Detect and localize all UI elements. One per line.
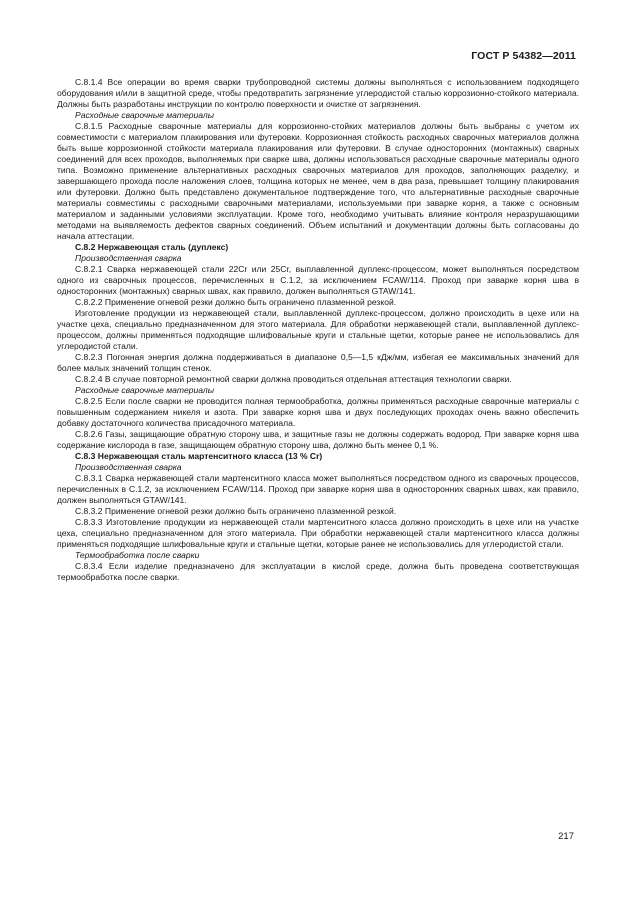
- subsection-title: Производственная сварка: [75, 253, 182, 263]
- paragraph: С.8.2.2 Применение огневой резки должно быть ограничено плазменной резкой.: [75, 297, 397, 307]
- subsection-title: Расходные сварочные материалы: [75, 110, 215, 120]
- paragraph: С.8.2.5 Если после сварки не проводится полная термообработка, должны применяться расходные сварочные материалы с повышенным содержанием никеля и азота. При заварке корня шва и двух последующих проходах очень важно обеспечить добавку достаточного количества присадочного материала.: [57, 396, 579, 428]
- paragraph: С.8.2.6 Газы, защищающие обратную сторону шва, и защитные газы не должны содержать водород. При заварке корня шва содержание кислорода в газе, защищающем обратную сторону шва, должно быть менее 0,1 %.: [57, 429, 579, 450]
- subsection-title: Термообработка после сварки: [75, 550, 200, 560]
- paragraph: С.8.1.4 Все операции во время сварки трубопроводной системы должны выполняться с использованием подходящего оборудования и/или в защитной среде, чтобы предотвратить загрязнение углеродистой сталью коррозионно-стойкого материала. Должны быть разработаны инструкции по контролю поверхности и очистке от загрязнения.: [57, 77, 579, 109]
- paragraph: С.8.3.1 Сварка нержавеющей стали мартенситного класса может выполняться посредством одного из сварочных процессов, перечисленных в С.1.2, за исключением FCAW/114. Проход при заварке корня шва в односторонних сварных швах, как правило, должен выполняться GTAW/141.: [57, 473, 579, 505]
- body-text: [57, 77, 579, 583]
- paragraph: С.8.2.4 В случае повторной ремонтной сварки должна проводиться отдельная аттестация технологии сварки.: [75, 374, 512, 384]
- paragraph: С.8.3.2 Применение огневой резки должно быть ограничено плазменной резкой.: [75, 506, 397, 516]
- paragraph: Изготовление продукции из нержавеющей стали, выплавленной дуплекс-процессом, должно происходить в цехе или на участке цеха, специально предназначенном для этого материала. Для обработки нержавеющей стали, выплавленной дуплекс-процессом, должны применяться подходящие шлифовальные круги и стальные щетки, которые ранее не использовались для углеродистой стали.: [57, 308, 579, 351]
- paragraph: С.8.2.3 Погонная энергия должна поддерживаться в диапазоне 0,5—1,5 кДж/мм, избегая ее максимальных значений для более малых значений толщин стенок.: [57, 352, 579, 373]
- subsection-title: Расходные сварочные материалы: [75, 385, 215, 395]
- paragraph: С.8.1.5 Расходные сварочные материалы для коррозионно-стойких материалов должны быть выбраны с учетом их совместимости с материалом плакирования или футеровки. Коррозионная стойкость расходных сварочных материалов должна быть выше коррозионной стойкости материала плакирования или футеровки. В случае односторонних (монтажных) сварных соединений для всех проходов, выполняемых при сварке шва, должны использоваться расходные сварочные материалы одного типа. Возможно применение альтернативных расходных сварочных материалов для проходов, заполняющих разделку, и завершающего прохода после наложения слоев, толщина которых не менее, чем в два раза, превышает толщину плакирования или футеровки. Должно быть представлено документальное подтверждение того, что альтернативные расходные сварочные материалы совместимы с расходными сварочными материалами, используемыми при заварке корня, а также с основным материалом и заданными условиями эксплуатации. Кроме того, необходимо учитывать влияние контроля неразрушающими методами на выявляемость дефектов сварных соединений. Объем испытаний и документации должны быть согласованы до начала аттестации.: [57, 121, 579, 241]
- paragraph: С.8.3.4 Если изделие предназначено для эксплуатации в кислой среде, должна быть проведена соответствующая термообработка после сварки.: [57, 561, 579, 582]
- document-header: ГОСТ Р 54382—2011: [471, 50, 576, 62]
- subsection-title: Производственная сварка: [75, 462, 182, 472]
- paragraph: С.8.2.1 Сварка нержавеющей стали 22Cr или 25Cr, выплавленной дуплекс-процессом, может выполняться посредством одного из сварочных процессов, перечисленных в С.1.2, за исключением FCAW/114. Проход при заварке корня шва в односторонних (монтажных) сварных швах, как правило, должен выполняться GTAW/141.: [57, 264, 579, 296]
- section-heading: С.8.2 Нержавеющая сталь (дуплекс): [75, 242, 229, 252]
- paragraph: С.8.3.3 Изготовление продукции из нержавеющей стали мартенситного класса должно происходить в цехе или на участке цеха, специально предназначенном для этого материала. При обработки нержавеющей стали мартенситного класса должны применяться подходящие шлифовальные круги и стальные щетки, которые ранее не использовались для углеродистой стали.: [57, 517, 579, 549]
- page-number: 217: [558, 831, 574, 842]
- section-heading: С.8.3 Нержавеющая сталь мартенситного класса (13 % Cr): [75, 451, 323, 461]
